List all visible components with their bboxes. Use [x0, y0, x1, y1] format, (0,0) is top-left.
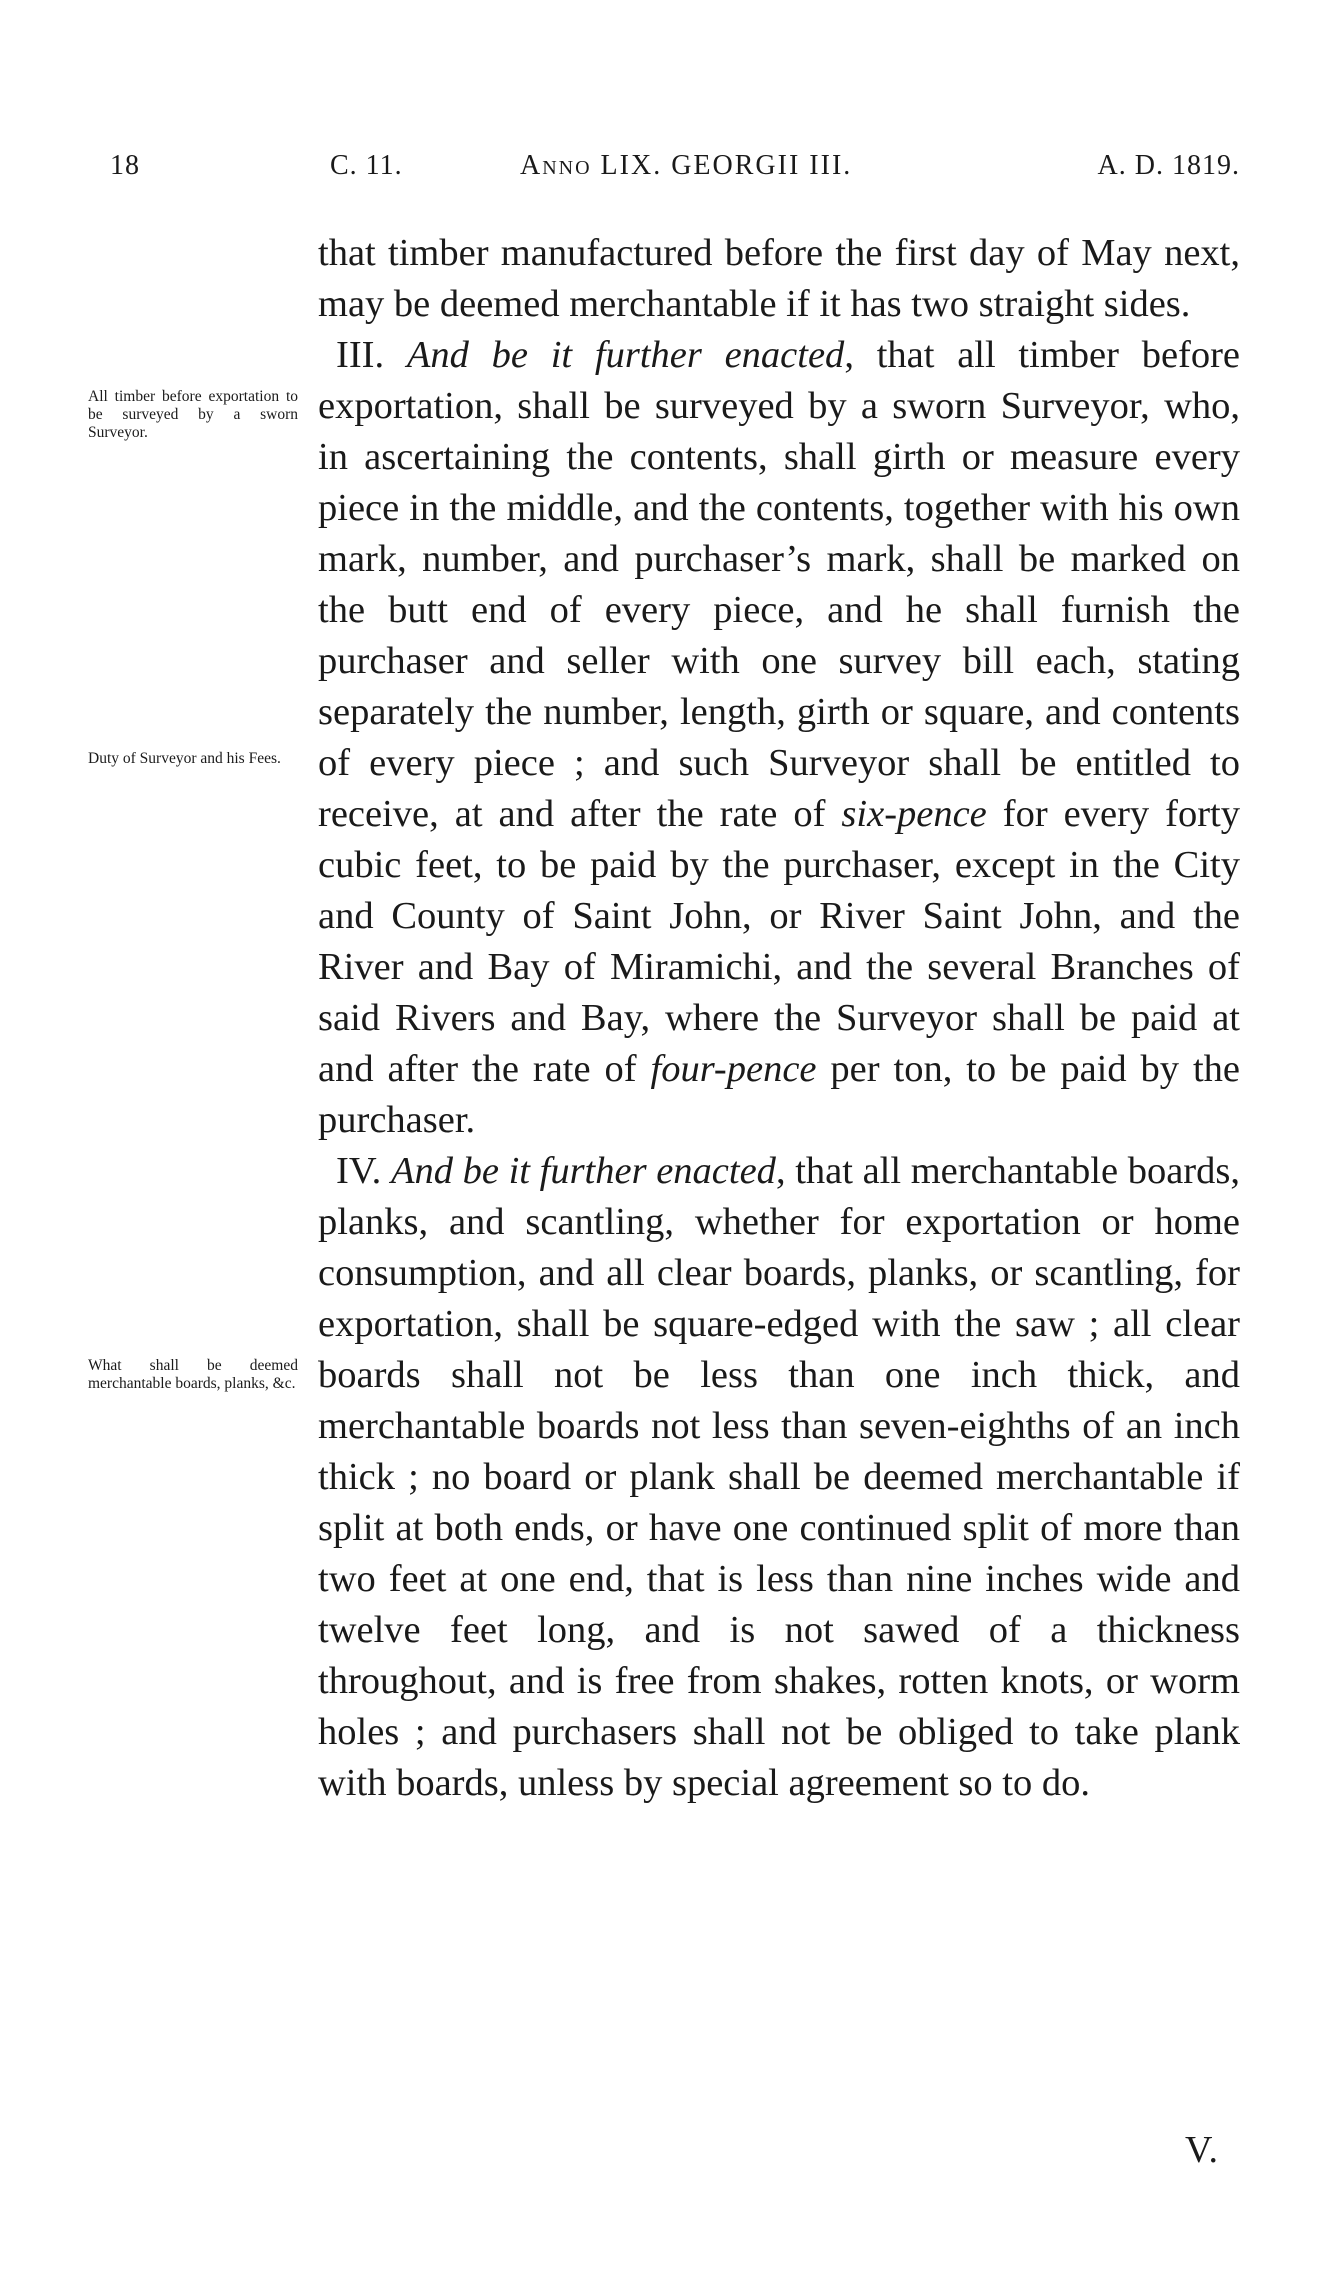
- year-date: A. D. 1819.: [1097, 150, 1240, 181]
- section-numeral: III.: [336, 334, 407, 376]
- section-iv: [318, 1146, 1240, 1809]
- chapter-label: C. 11.: [330, 150, 403, 181]
- margin-note-survey: All timber before exportation to be surveyed by a sworn Surveyor.: [88, 388, 298, 441]
- text-segment: for every forty cubic feet, to be paid by the purchaser, except in the City and County of Saint John, or River Saint John, and the River and Bay of Miramichi, and the several Branches of said Rivers and Bay, where the Surveyor shall be paid at and after the rate of: [318, 793, 1240, 1090]
- running-header: [110, 150, 1240, 190]
- section-iii: [318, 330, 1240, 1146]
- enacting-clause: And be it further enacted: [390, 1150, 776, 1192]
- italic-amount: four-pence: [650, 1048, 817, 1090]
- text-segment: per ton, to be paid by the purchaser.: [318, 1048, 1241, 1141]
- text-segment: that timber manufactured before the first day of May next, may be deemed merchantable if it has two straight sides.: [318, 232, 1240, 325]
- italic-amount: six-pence: [841, 793, 987, 835]
- page-number: 18: [110, 150, 140, 181]
- catchword: V.: [1185, 2129, 1220, 2171]
- margin-note-duty: Duty of Surveyor and his Fees.: [88, 750, 281, 767]
- margin-note-boards: What shall be deemed merchantable boards, planks, &c.: [88, 1357, 298, 1392]
- enacting-clause: And be it further enacted: [406, 334, 845, 376]
- regnal-year: Anno LIX. GEORGII III.: [520, 150, 853, 181]
- text-segment: , that all merchantable boards, planks, and scantling, whether for exportation or home consumption, and all clear boards, planks, or scantling, for exportation, shall be square-edged with the saw ; all clear boards shall not be less than one inch thick, and merchantable boards not less than seven-eighths of an inch thick ; no board or plank shall be deemed merchantable if split at both ends, or have one continued split of more than two feet at one end, that is less than nine inches wide and twelve feet long, and is not sawed of a thickness throughout, and is free from shakes, rotten knots, or worm holes ; and purchasers shall not be obliged to take plank with boards, unless by special agreement so to do.: [318, 1150, 1240, 1804]
- paragraph-continuation: [318, 228, 1240, 330]
- section-numeral: IV.: [336, 1150, 391, 1192]
- text-segment: , that all timber before exportation, shall be surveyed by a sworn Surveyor, who, in ascertaining the contents, shall girth or measure every piece in the middle, and the contents, together with his own mark, number, and purchaser’s mark, shall be marked on the butt end of every piece, and he shall furnish the purchaser and seller with one survey bill each, stating separately the number, length, girth or square, and contents of every piece ; and such Surveyor shall be entitled to receive, at and after the rate of: [318, 334, 1241, 835]
- body-text: [318, 228, 1240, 1809]
